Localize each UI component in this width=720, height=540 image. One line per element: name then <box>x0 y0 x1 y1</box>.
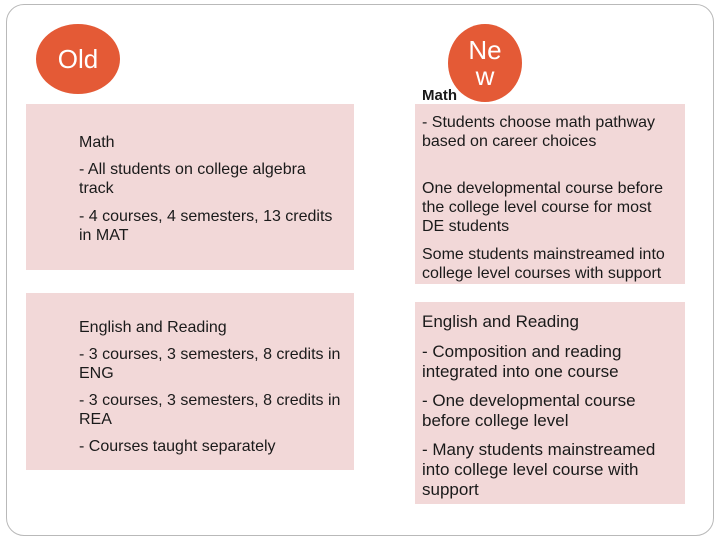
old-english-heading: English and Reading <box>79 319 227 336</box>
new-circle-label: New <box>448 24 522 102</box>
new-math-item-1: - Students choose math pathway based on career choices <box>422 114 656 150</box>
old-english-item-2: - 3 courses, 3 semesters, 8 credits in REA <box>79 392 341 428</box>
old-english-item-3: - Courses taught separately <box>79 438 276 455</box>
new-english-item-1: - Composition and reading integrated into one course <box>422 342 622 381</box>
old-math-heading: Math <box>79 134 115 151</box>
new-english-heading: English and Reading <box>422 312 579 331</box>
old-math-item-1: - All students on college algebra track <box>79 161 306 197</box>
new-math-item-2: One developmental course before the college level course for most DE students <box>422 180 664 235</box>
new-english-item-3: - Many students mainstreamed into college level course with support <box>422 440 656 499</box>
old-english-item-1: - 3 courses, 3 semesters, 8 credits in ENG <box>79 346 341 382</box>
old-circle-label: Old <box>36 24 120 94</box>
old-math-item-2: - 4 courses, 4 semesters, 13 credits in MAT <box>79 208 333 244</box>
new-math-item-3: Some students mainstreamed into college level courses with support <box>422 246 665 282</box>
new-math-heading: Math <box>422 87 457 104</box>
new-english-item-2: - One developmental course before college level <box>422 391 636 430</box>
